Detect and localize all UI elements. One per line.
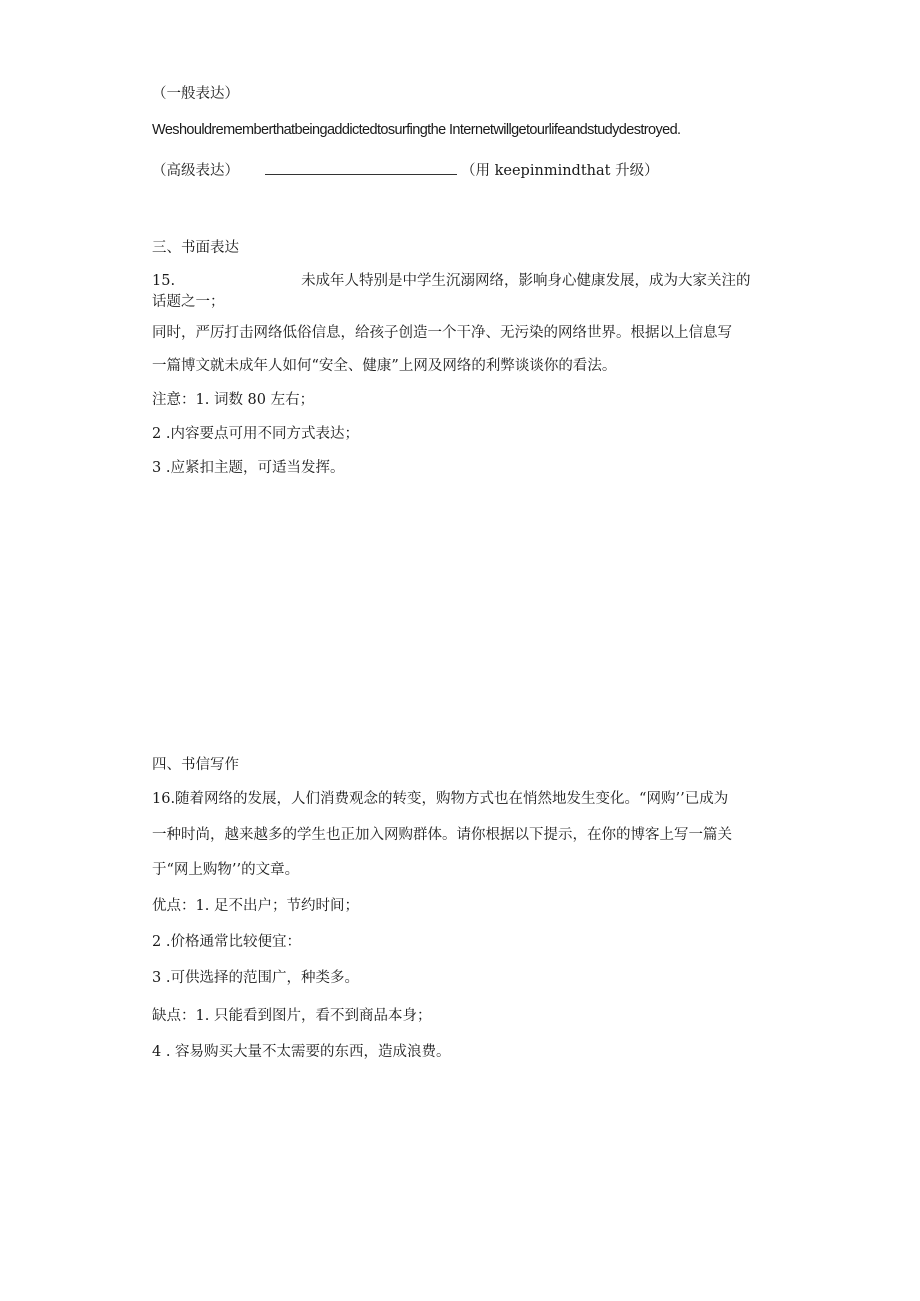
question-number: 15.: [152, 273, 176, 289]
upgrade-sentence: Weshouldrememberthatbeingaddictedtosurfingthe Internetwillgetourlifeandstudydestroyed.: [152, 122, 681, 138]
section3-point-2: 2 .内容要点可用不同方式表达；: [152, 426, 359, 442]
section4-cons: 缺点：1. 只能看到图片，看不到商品本身；: [152, 1008, 432, 1024]
upgrade-advanced-label: （高级表达）: [152, 163, 239, 179]
section4-line-0: 16.随着网络的发展，人们消费观念的转变，购物方式也在悄然地发生变化。“网购’’已成为: [152, 791, 729, 807]
section3-line-0: [152, 271, 751, 291]
section4-pro-2: 2 .价格通常比较便宜：: [152, 934, 301, 950]
answer-blank[interactable]: [265, 160, 457, 175]
upgrade-hint: （用 keepinmindthat 升级）: [461, 163, 659, 179]
section3-note: 注意：1. 词数 80 左右；: [152, 392, 315, 408]
section4-heading: 四、书信写作: [152, 757, 239, 773]
section3-heading: 三、书面表达: [152, 240, 239, 256]
section4-pro-3: 3 .可供选择的范围广，种类多。: [152, 970, 359, 986]
section4-pros: 优点：1. 足不出户；节约时间；: [152, 898, 359, 914]
section3-text-0: 未成年人特别是中学生沉溺网络，影响身心健康发展，成为大家关注的: [301, 273, 751, 289]
section4-line-2: 于“网上购物’’的文章。: [152, 862, 300, 878]
section3-line-1: 话题之一；: [152, 294, 225, 310]
section3-line-3: 一篇博文就未成年人如何“安全、健康”上网及网络的利弊谈谈你的看法。: [152, 358, 617, 374]
section4-con-2: 4 . 容易购买大量不太需要的东西，造成浪费。: [152, 1044, 451, 1060]
upgrade-advanced-row: [152, 160, 659, 181]
section3-point-3: 3 .应紧扣主题，可适当发挥。: [152, 460, 345, 476]
section3-line-2: 同时，严厉打击网络低俗信息，给孩子创造一个干净、无污染的网络世界。根据以上信息写: [152, 325, 732, 341]
section4-line-1: 一种时尚，越来越多的学生也正加入网购群体。请你根据以下提示，在你的博客上写一篇关: [152, 827, 732, 843]
upgrade-normal-label: （一般表达）: [152, 86, 239, 102]
